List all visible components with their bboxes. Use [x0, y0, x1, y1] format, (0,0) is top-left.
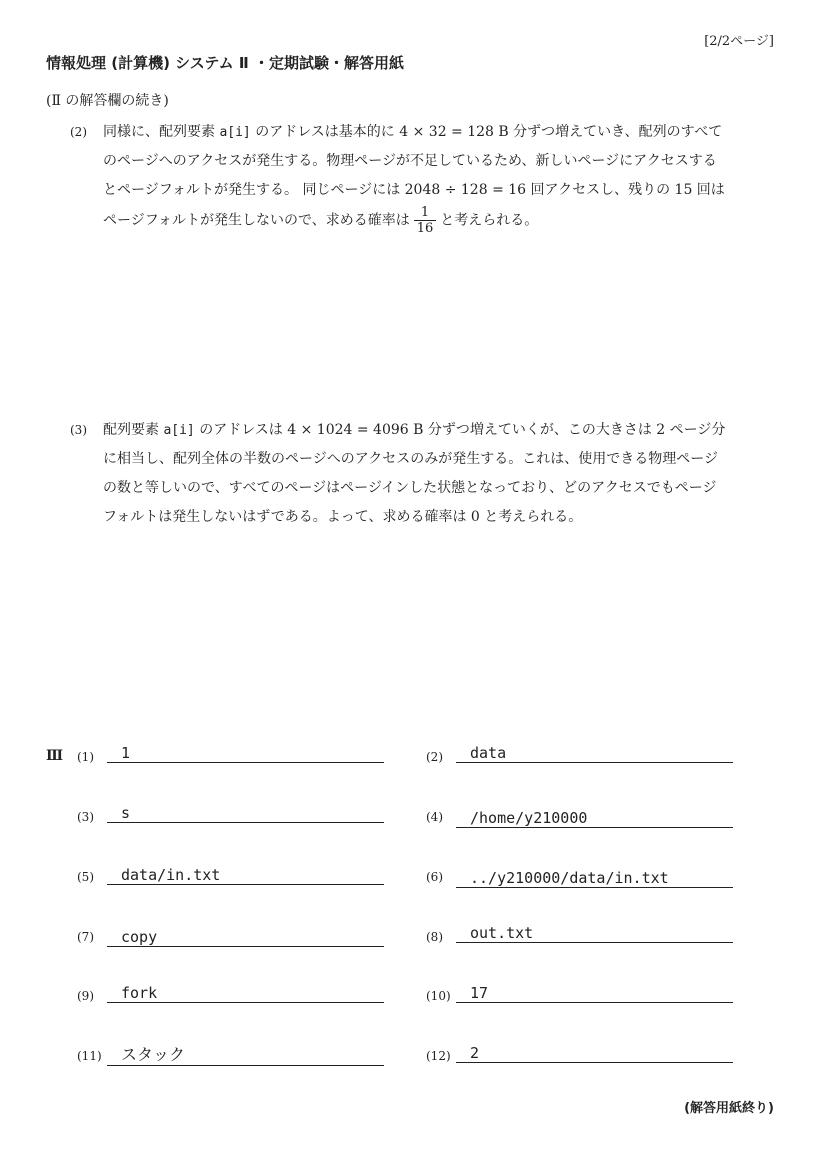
answer-number: (9): [77, 989, 94, 1003]
answer-value: 17: [470, 984, 489, 1002]
answer-value: s: [121, 804, 131, 822]
text-segment: 配列要素: [103, 422, 164, 438]
answer-value: /home/y210000: [470, 809, 588, 827]
answer-number: (8): [426, 930, 443, 944]
text-segment: と考えられる。: [440, 212, 539, 229]
answer-field[interactable]: [107, 862, 384, 885]
fraction-denominator: 16: [416, 221, 434, 236]
answer-number: (6): [426, 870, 443, 884]
fraction: [414, 205, 437, 236]
end-of-sheet-note: (解答用紙終り): [684, 1101, 774, 1116]
answer-field[interactable]: [456, 920, 733, 943]
answer-number: (11): [77, 1049, 102, 1063]
answer-field[interactable]: [107, 980, 384, 1003]
answer-value: out.txt: [470, 924, 534, 942]
answer-item-2-2: [70, 118, 730, 236]
answer-field[interactable]: [456, 980, 733, 1003]
answer-number: (3): [77, 810, 94, 824]
answer-value: ../y210000/data/in.txt: [470, 869, 669, 887]
answer-field[interactable]: [456, 740, 733, 763]
continuation-note: (Ⅱ の解答欄の続き): [46, 93, 169, 109]
text-segment: のアドレスは基本的に 4 × 32 = 128 B 分ずつ増えていき、配列のすべてのページへのアクセスが発生する。物理ページが不足しているため、新しいページにアクセスするとページフォルトが発生する。 同じページには 2048 ÷ 128 = 16 回アクセスし、残りの 15 回はページフォルトが発生しないので、求める確率は: [103, 124, 725, 229]
answer-value: data: [470, 744, 507, 762]
item-text: [103, 118, 730, 236]
section-3-label: Ⅲ: [46, 748, 64, 764]
text-segment: のアドレスは 4 × 1024 = 4096 B 分ずつ増えていくが、この大きさは 2 ページ分に相当し、配列全体の半数のページへのアクセスのみが発生する。これは、使用できる物理ページの数と等しいので、すべてのページはページインした状態となっており、どのアクセスでもページフォルトは発生しないはずである。よって、求める確率は 0 と考えられる。: [103, 422, 726, 525]
answer-value: copy: [121, 928, 158, 946]
answer-field[interactable]: [107, 740, 384, 763]
answer-number: (4): [426, 810, 443, 824]
answer-value: fork: [121, 984, 158, 1002]
code-array-element: a[i]: [163, 423, 195, 438]
item-number: (2): [70, 125, 87, 139]
answer-item-2-3: [70, 416, 730, 532]
answer-number: (2): [426, 750, 443, 764]
answer-number: (1): [77, 750, 94, 764]
document-title: 情報処理 (計算機) システム Ⅱ ・定期試験・解答用紙: [46, 54, 404, 72]
answer-field[interactable]: [456, 805, 733, 828]
item-number: (3): [70, 423, 87, 437]
code-array-element: a[i]: [219, 125, 251, 140]
fraction-numerator: 1: [414, 205, 437, 221]
answer-number: (5): [77, 870, 94, 884]
answer-value: スタック: [121, 1045, 186, 1064]
answer-field[interactable]: [107, 924, 384, 947]
answer-field[interactable]: [107, 800, 384, 823]
answer-value: 2: [470, 1044, 480, 1062]
answer-value: 1: [121, 744, 131, 762]
answer-number: (12): [426, 1049, 451, 1063]
answer-value: data/in.txt: [121, 866, 221, 884]
answer-field[interactable]: [456, 865, 733, 888]
answer-number: (10): [426, 989, 451, 1003]
text-segment: 同様に、配列要素: [103, 124, 220, 140]
answer-field[interactable]: [107, 1043, 384, 1066]
page-number-label: [2/2ページ]: [704, 34, 774, 49]
answer-field[interactable]: [456, 1040, 733, 1063]
answer-number: (7): [77, 930, 94, 944]
item-text: [103, 416, 730, 532]
